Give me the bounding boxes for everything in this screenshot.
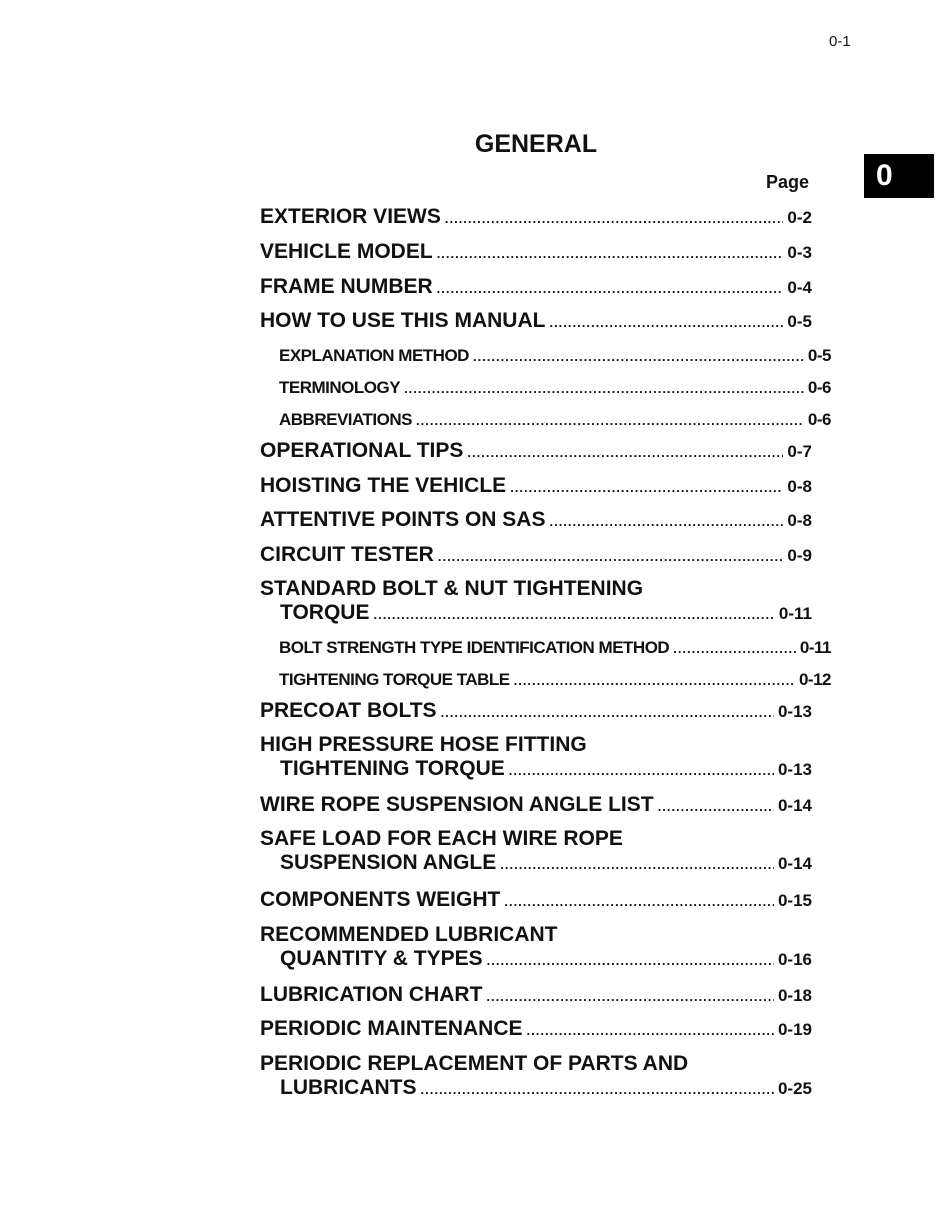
toc-entry[interactable]	[260, 346, 831, 366]
dot-leader	[473, 349, 804, 364]
dot-leader	[437, 281, 784, 296]
dot-leader	[486, 989, 774, 1004]
dot-leader	[438, 549, 784, 564]
toc-entry[interactable]	[260, 240, 812, 264]
toc-entry-label: LUBRICATION CHART	[260, 983, 483, 1006]
toc-entry[interactable]	[260, 699, 812, 723]
toc-entry[interactable]	[260, 309, 812, 333]
toc-entry-page: 0-19	[777, 1020, 812, 1039]
toc-entry-label: HIGH PRESSURE HOSE FITTING	[260, 733, 587, 756]
dot-leader	[445, 211, 784, 226]
toc-entry-page: 0-7	[787, 442, 812, 461]
toc-entry-label: WIRE ROPE SUSPENSION ANGLE LIST	[260, 793, 654, 816]
dot-leader	[421, 1082, 774, 1097]
toc-entry[interactable]	[260, 205, 812, 229]
dot-leader	[404, 381, 804, 396]
toc-entry-label: CIRCUIT TESTER	[260, 543, 434, 566]
toc-entry[interactable]	[260, 275, 812, 299]
toc-entry-page: 0-8	[787, 477, 812, 496]
dot-leader	[467, 445, 783, 460]
toc-entry-page: 0-6	[807, 410, 831, 429]
toc-entry[interactable]	[260, 827, 812, 875]
section-tab: 0	[864, 154, 934, 198]
toc-entry-page: 0-4	[787, 278, 812, 297]
toc-entry-label-continued: TIGHTENING TORQUE	[280, 757, 505, 780]
toc-entry-page: 0-14	[777, 796, 812, 815]
toc-entry-label: BOLT STRENGTH TYPE IDENTIFICATION METHOD	[279, 638, 670, 657]
toc-entry-label: EXTERIOR VIEWS	[260, 205, 441, 228]
toc-entry-page: 0-2	[787, 208, 812, 227]
toc-entry[interactable]	[260, 983, 812, 1007]
toc-entry-label: VEHICLE MODEL	[260, 240, 433, 263]
toc-entry-label: PERIODIC REPLACEMENT OF PARTS AND	[260, 1052, 689, 1075]
toc-entry-label: PERIODIC MAINTENANCE	[260, 1017, 523, 1040]
toc-entry-label-continued: LUBRICANTS	[280, 1076, 417, 1099]
toc-entry[interactable]	[260, 1052, 812, 1100]
toc-entry[interactable]	[260, 577, 812, 625]
toc-entry-label: HOW TO USE THIS MANUAL	[260, 309, 546, 332]
toc-entry-page: 0-25	[777, 1079, 812, 1098]
toc-entry-label-continued: TORQUE	[280, 601, 370, 624]
toc-entry-label: FRAME NUMBER	[260, 275, 433, 298]
toc-entry[interactable]	[260, 638, 831, 658]
dot-leader	[527, 1023, 774, 1038]
toc-entry-page: 0-14	[777, 854, 812, 873]
toc-entry-label: SAFE LOAD FOR EACH WIRE ROPE	[260, 827, 623, 850]
page-number: 0-1	[829, 33, 851, 50]
toc-entry-label: TIGHTENING TORQUE TABLE	[279, 670, 510, 689]
toc-entry-label-continued: QUANTITY & TYPES	[280, 947, 483, 970]
dot-leader	[514, 673, 795, 688]
toc-entry-label: ABBREVIATIONS	[279, 410, 412, 429]
dot-leader	[437, 246, 784, 261]
toc-entry-page: 0-13	[777, 702, 812, 721]
toc-entry-page: 0-5	[787, 312, 812, 331]
toc-entry-page: 0-3	[787, 243, 812, 262]
dot-leader	[549, 514, 783, 529]
dot-leader	[500, 857, 774, 872]
toc-entry[interactable]	[260, 543, 812, 567]
toc-entry-label: RECOMMENDED LUBRICANT	[260, 923, 558, 946]
dot-leader	[509, 763, 774, 778]
toc-entry[interactable]	[260, 378, 831, 398]
toc-entry-label: EXPLANATION METHOD	[279, 346, 469, 365]
toc-entry-page: 0-8	[787, 511, 812, 530]
page-column-label: Page	[766, 172, 810, 192]
toc-entry-page: 0-16	[777, 950, 812, 969]
toc-entry-page: 0-5	[807, 346, 831, 365]
toc-entry[interactable]	[260, 888, 812, 912]
toc-entry-label-continued: SUSPENSION ANGLE	[280, 851, 497, 874]
dot-leader	[504, 894, 774, 909]
dot-leader	[373, 607, 774, 622]
dot-leader	[673, 641, 796, 656]
toc-entry[interactable]	[260, 793, 812, 817]
toc-entry-page: 0-12	[798, 670, 831, 689]
dot-leader	[549, 315, 783, 330]
toc-entry[interactable]	[260, 923, 812, 971]
toc-entry[interactable]	[260, 508, 812, 532]
toc-entry[interactable]	[260, 733, 812, 781]
toc-entry-page: 0-15	[777, 891, 812, 910]
toc-entry-label: ATTENTIVE POINTS ON SAS	[260, 508, 546, 531]
toc-entry-label: OPERATIONAL TIPS	[260, 439, 464, 462]
toc-entry-page: 0-9	[787, 546, 812, 565]
dot-leader	[487, 953, 774, 968]
toc-entry[interactable]	[260, 670, 831, 690]
toc-entry-page: 0-6	[807, 378, 831, 397]
toc-entry-label: COMPONENTS WEIGHT	[260, 888, 501, 911]
toc-entry-label: TERMINOLOGY	[279, 378, 401, 397]
toc-entry[interactable]	[260, 474, 812, 498]
dot-leader	[658, 799, 774, 814]
toc-entry-page: 0-18	[777, 986, 812, 1005]
dot-leader	[416, 413, 804, 428]
toc-entry[interactable]	[260, 410, 831, 430]
toc-entry-label: HOISTING THE VEHICLE	[260, 474, 507, 497]
toc-entry-page: 0-11	[778, 604, 812, 623]
toc-entry[interactable]	[260, 1017, 812, 1041]
toc-entry-label: PRECOAT BOLTS	[260, 699, 437, 722]
toc-entry[interactable]	[260, 439, 812, 463]
toc-entry-page: 0-11	[799, 638, 831, 657]
toc-entry-page: 0-13	[777, 760, 812, 779]
page-title: GENERAL	[474, 130, 598, 158]
dot-leader	[441, 705, 774, 720]
dot-leader	[510, 480, 783, 495]
toc-entry-label: STANDARD BOLT & NUT TIGHTENING	[260, 577, 644, 600]
